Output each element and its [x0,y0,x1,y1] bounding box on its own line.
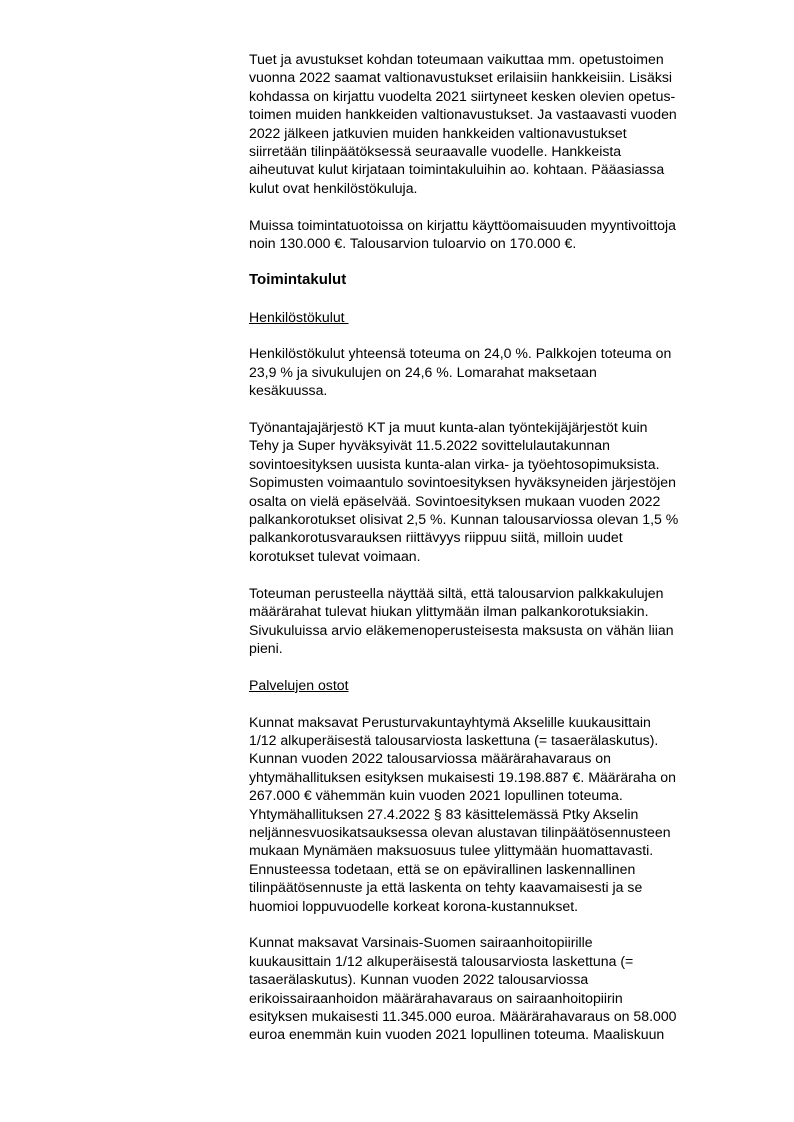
text-line: 2022 jälkeen jatkuvien muiden hankkeiden valtionavustukset [249,124,627,141]
text-line: esityksen mukaisesti 11.345.000 euroa. Määrärahavaraus on 58.000 [249,1007,677,1024]
text-line: Toteuman perusteella näyttää siltä, että talousarvion palkkakulujen [249,584,664,601]
text-line: sovintoesityksen uusista kunta-alan virka- ja työehtosopimuksista. [249,455,660,472]
text-line: Muissa toimintatuotoissa on kirjattu käyttöomaisuuden myyntivoittoja [249,216,676,233]
text-line: määrärahat tulevat hiukan ylittymään ilman palkankorotuksiakin. [249,603,649,620]
subheading-henkilostokulut: Henkilöstökulut [249,308,349,325]
paragraph-muut-toimintatuotot [249,216,749,253]
text-line: yhtymähallituksen esityksen mukaisesti 19.198.887 €. Määräraha on [249,768,676,785]
text-line: euroa enemmän kuin vuoden 2021 lopullinen toteuma. Maaliskuun [249,1026,665,1043]
text-line: osalta on vielä epäselvää. Sovintoesityksen mukaan vuoden 2022 [249,492,661,509]
text-line: Kunnat maksavat Perusturvakuntayhtymä Akselille kuukausittain [249,713,651,730]
text-line: 267.000 € vähemmän kuin vuoden 2021 lopullinen toteuma. [249,787,623,804]
subheading-palvelujen-ostot: Palvelujen ostot [249,676,349,693]
text-line: 23,9 % ja sivukulujen on 24,6 %. Lomarahat maksetaan [249,363,597,380]
text-line: huomioi loppuvuodelle korkeat korona-kustannukset. [249,897,579,914]
paragraph-sovintoesitys [249,418,749,565]
text-line: kulut ovat henkilöstökuluja. [249,179,418,196]
text-line: noin 130.000 €. Talousarvion tuloarvio on 170.000 €. [249,235,577,252]
text-line: pieni. [249,639,283,656]
paragraph-perusturvakuntayhtyma [249,713,749,915]
text-line: toimen muiden hankkeiden valtionavustukset. Ja vastaavasti vuoden [249,106,677,123]
text-line: erikoissairaanhoidon määrärahavaraus on sairaanhoitopiirin [249,989,623,1006]
text-line: vuonna 2022 saamat valtionavustukset erilaisiin hankkeisiin. Lisäksi [249,69,673,86]
text-line: Sivukuluissa arvio eläkemenoperusteisesta maksusta on vähän liian [249,621,674,638]
text-line: kuukausittain 1/12 alkuperäisestä talousarviosta laskettuna (= [249,952,634,969]
text-line: kesäkuussa. [249,382,328,399]
text-line: palkankorotukset olisivat 2,5 %. Kunnan talousarviossa olevan 1,5 % [249,511,679,528]
text-line: Ennusteessa todetaan, että se on epävirallinen laskennallinen [249,860,636,877]
text-line: mukaan Mynämäen maksuosuus tulee ylittymään huomattavasti. [249,842,654,859]
text-line: Sopimusten voimaantulo sovintoesityksen hyväksyneiden järjestöjen [249,474,676,491]
paragraph-palkkakulut-arvio [249,584,749,658]
text-line: siirretään tilinpäätöksessä seuraavalle vuodelle. Hankkeista [249,143,622,160]
text-line: Kunnan vuoden 2022 talousarviossa määrärahavaraus on [249,750,611,767]
paragraph-henkilostokulut-toteuma [249,344,749,399]
text-line: kohdassa on kirjattu vuodelta 2021 siirtyneet kesken olevien opetus- [249,87,676,104]
paragraph-tuet-ja-avustukset [249,50,749,197]
paragraph-sairaanhoitopiiri [249,933,749,1043]
text-line: tilinpäätösennuste ja että laskenta on tehty kaavamaisesti ja se [249,879,643,896]
text-line: aiheutuvat kulut kirjataan toimintakuluihin ao. kohtaan. Pääasiassa [249,161,665,178]
text-line: neljännesvuosikatsauksessa olevan alustavan tilinpäätösennusteen [249,823,671,840]
text-line: korotukset tulevat voimaan. [249,547,421,564]
text-line: Yhtymähallituksen 27.4.2022 § 83 käsittelemässä Ptky Akselin [249,805,639,822]
text-line: palkankorotusvarauksen riittävyys riippuu siitä, milloin uudet [249,529,623,546]
text-line: Tuet ja avustukset kohdan toteumaan vaikuttaa mm. opetustoimen [249,51,664,67]
text-line: 1/12 alkuperäisestä talousarviosta laskettuna (= tasaerälaskutus). [249,731,659,748]
section-heading-toimintakulut: Toimintakulut [249,270,347,288]
text-line: Henkilöstökulut yhteensä toteuma on 24,0 %. Palkkojen toteuma on [249,345,672,362]
text-line: tasaerälaskutus). Kunnan vuoden 2022 talousarviossa [249,971,589,988]
text-line: Kunnat maksavat Varsinais-Suomen sairaanhoitopiirille [249,934,593,951]
text-line: Tehy ja Super hyväksyivät 11.5.2022 sovittelulautakunnan [249,437,610,454]
document-page [249,50,749,1062]
text-line: Työnantajajärjestö KT ja muut kunta-alan työntekijäjärjestöt kuin [249,419,648,436]
